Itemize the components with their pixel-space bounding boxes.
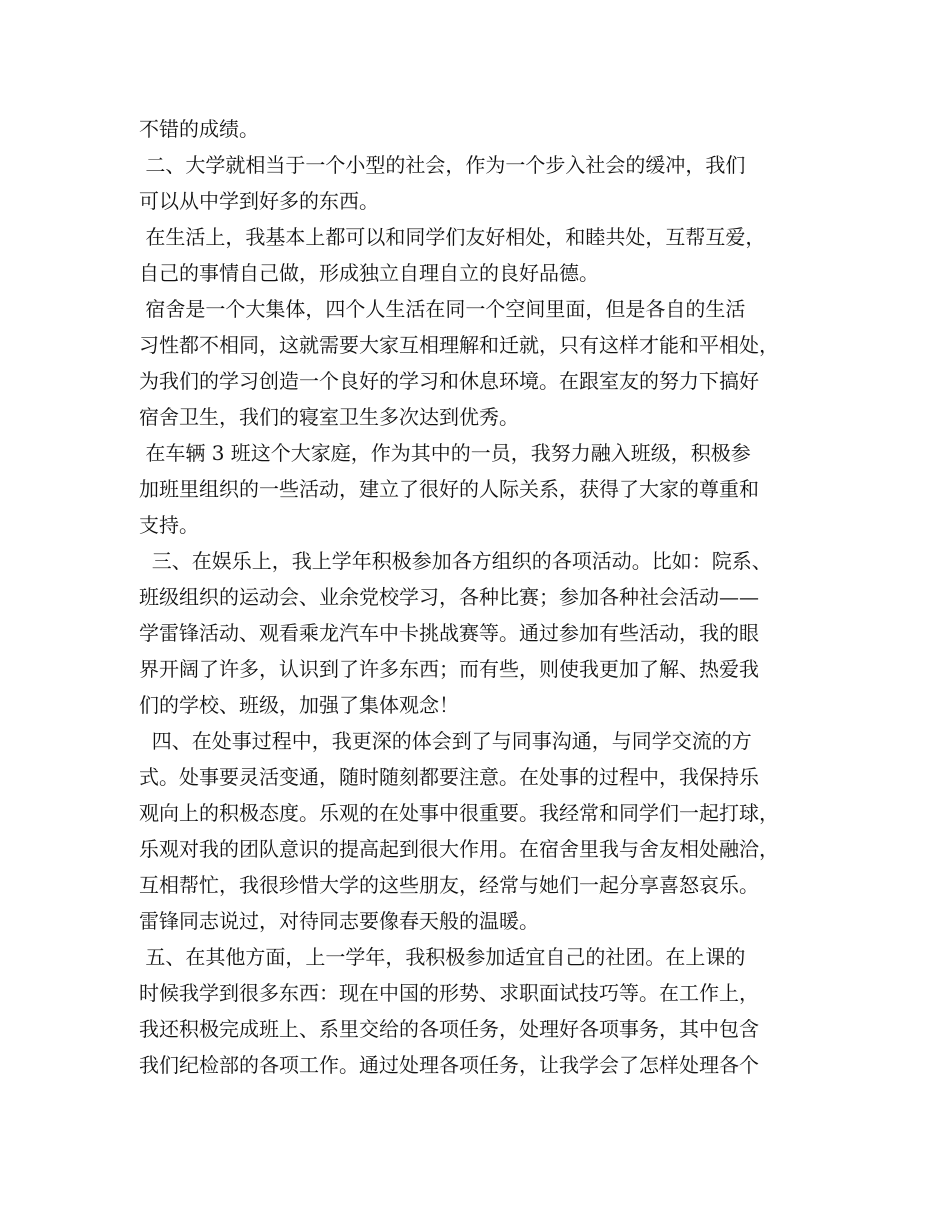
text-line: 在生活上，我基本上都可以和同学们友好相处，和睦共处，互帮互爱，	[139, 225, 766, 249]
text-line: 我还积极完成班上、系里交给的各项任务，处理好各项事务，其中包含	[139, 1017, 759, 1041]
text-line: 支持。	[139, 513, 199, 537]
text-line: 雷锋同志说过，对待同志要像春天般的温暖。	[139, 909, 539, 933]
text-line: 班级组织的运动会、业余党校学习，各种比赛；参加各种社会活动——	[139, 585, 759, 609]
text-line: 宿舍是一个大集体，四个人生活在同一个空间里面，但是各自的生活	[139, 297, 746, 321]
text-line: 互相帮忙，我很珍惜大学的这些朋友，经常与她们一起分享喜怒哀乐。	[139, 873, 759, 897]
text-line: 自己的事情自己做，形成独立自理自立的良好品德。	[139, 261, 599, 285]
text-line: 五、在其他方面，上一学年，我积极参加适宜自己的社团。在上课的	[139, 945, 746, 969]
text-line: 们的学校、班级，加强了集体观念！	[139, 693, 459, 717]
text-line: 为我们的学习创造一个良好的学习和休息环境。在跟室友的努力下搞好	[139, 369, 759, 393]
text-line: 三、在娱乐上，我上学年积极参加各方组织的各项活动。比如：院系、	[139, 549, 772, 573]
text-line: 不错的成绩。	[139, 117, 259, 141]
text-line: 四、在处事过程中，我更深的体会到了与同事沟通，与同学交流的方	[139, 729, 752, 753]
text-line: 宿舍卫生，我们的寝室卫生多次达到优秀。	[139, 405, 519, 429]
text-line: 乐观对我的团队意识的提高起到很大作用。在宿舍里我与舍友相处融洽，	[139, 837, 779, 861]
text-line: 二、大学就相当于一个小型的社会，作为一个步入社会的缓冲，我们	[139, 153, 746, 177]
text-line: 加班里组织的一些活动，建立了很好的人际关系，获得了大家的尊重和	[139, 477, 759, 501]
text-line: 学雷锋活动、观看乘龙汽车中卡挑战赛等。通过参加有些活动，我的眼	[139, 621, 759, 645]
text-line: 习性都不相同，这就需要大家互相理解和迁就，只有这样才能和平相处，	[139, 333, 779, 357]
text-line: 时候我学到很多东西：现在中国的形势、求职面试技巧等。在工作上，	[139, 981, 759, 1005]
text-line: 在车辆 3 班这个大家庭，作为其中的一员，我努力融入班级，积极参	[139, 441, 751, 465]
text-line: 我们纪检部的各项工作。通过处理各项任务，让我学会了怎样处理各个	[139, 1053, 759, 1077]
text-line: 式。处事要灵活变通，随时随刻都要注意。在处事的过程中，我保持乐	[139, 765, 759, 789]
text-line: 观向上的积极态度。乐观的在处事中很重要。我经常和同学们一起打球，	[139, 801, 779, 825]
text-line: 界开阔了许多，认识到了许多东西；而有些，则使我更加了解、热爱我	[139, 657, 759, 681]
text-line: 可以从中学到好多的东西。	[139, 189, 379, 213]
